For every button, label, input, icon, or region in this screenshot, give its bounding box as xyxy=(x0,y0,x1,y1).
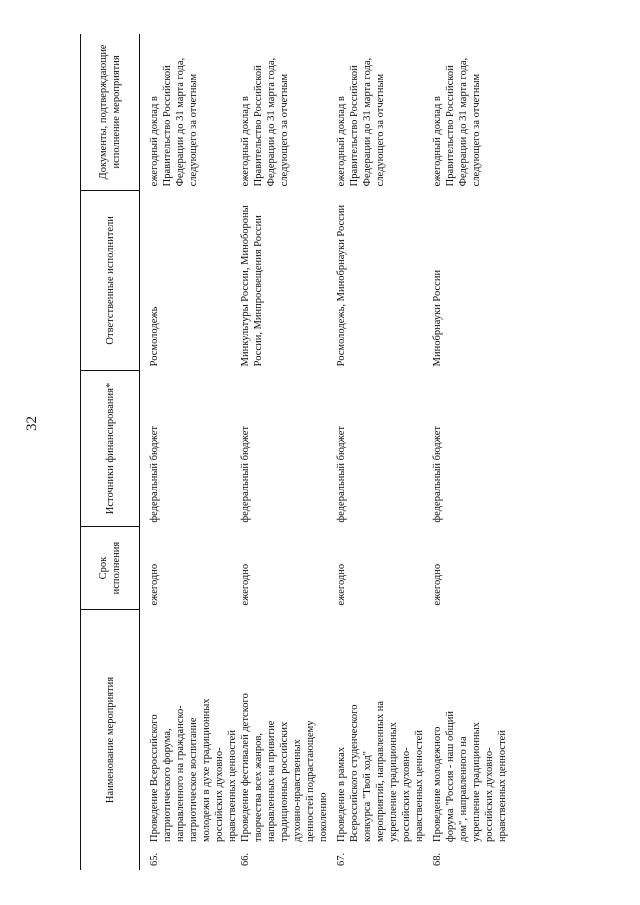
funding-source-cell: федеральный бюджет xyxy=(240,425,251,523)
event-name: Проведение Всероссийского патриотического форума, направленного на гражданско-патриотическое воспитание молодежи в духе традиционных российских духовно-нравственных ценностей xyxy=(149,698,238,842)
funding-source-cell: федеральный бюджет xyxy=(149,425,160,523)
event-name: Проведение молодежного форума "Россия - наш общий дом", направленного на укрепление традиционных российских духовно-нравственных ценностей xyxy=(432,711,508,842)
row-number: 65. xyxy=(149,852,160,866)
header-executors: Ответственные исполнители xyxy=(81,190,140,370)
event-cell xyxy=(335,610,431,871)
documents-cell: ежегодный доклад в Правительство Российской Федерации до 31 марта года, следующего за отчетным xyxy=(240,57,290,187)
term-cell: ежегодно xyxy=(336,563,347,606)
header-funding-source: Источники финансирования* xyxy=(81,370,140,526)
table-row xyxy=(140,34,240,870)
executors-cell: Минкультуры России, Минобороны России, Минпросвещения России xyxy=(240,205,264,367)
row-number: 67. xyxy=(336,852,347,866)
header-term: Срок исполнения xyxy=(81,527,140,610)
term-cell: ежегодно xyxy=(240,563,251,606)
documents-cell: ежегодный доклад в Правительство Российской Федерации до 31 марта года, следующего за отчетным xyxy=(336,57,386,187)
executors-cell: Росмолодежь, Минобрнауки России xyxy=(336,204,347,367)
event-name: Проведение фестивалей детского творчества всех жанров, направленных на привитие традиционных российских духовно-нравственных ценностей подрастающему поколению xyxy=(240,693,329,842)
page-number: 32 xyxy=(24,416,40,431)
table-row xyxy=(431,34,527,870)
funding-source-cell: федеральный бюджет xyxy=(336,425,347,523)
executors-cell: Минобрнауки России xyxy=(432,269,443,367)
event-cell xyxy=(239,610,335,871)
executors-cell: Росмолодежь xyxy=(149,306,160,367)
event-name: Проведение в рамках Всероссийского студенческого конкурса "Твой ход" мероприятий, направленных на укрепление традиционных российских духовно-нравственных ценностей xyxy=(336,700,425,842)
row-number: 68. xyxy=(432,852,443,866)
header-documents: Документы, подтверждающие исполнение мероприятия xyxy=(81,34,140,190)
term-cell: ежегодно xyxy=(149,563,160,606)
funding-source-cell: федеральный бюджет xyxy=(432,425,443,523)
header-event-name: Наименование мероприятия xyxy=(81,610,140,871)
document-table-container xyxy=(80,34,536,870)
table-header-row xyxy=(81,34,140,870)
event-cell xyxy=(431,610,527,871)
table-row xyxy=(239,34,335,870)
events-table xyxy=(80,34,527,870)
row-number: 66. xyxy=(240,852,251,866)
documents-cell: ежегодный доклад в Правительство Российской Федерации до 31 марта года, следующего за отчетным xyxy=(149,57,199,187)
term-cell: ежегодно xyxy=(432,563,443,606)
event-cell xyxy=(140,610,240,871)
table-row xyxy=(335,34,431,870)
documents-cell: ежегодный доклад в Правительство Российской Федерации до 31 марта года, следующего за отчетным xyxy=(432,57,482,187)
